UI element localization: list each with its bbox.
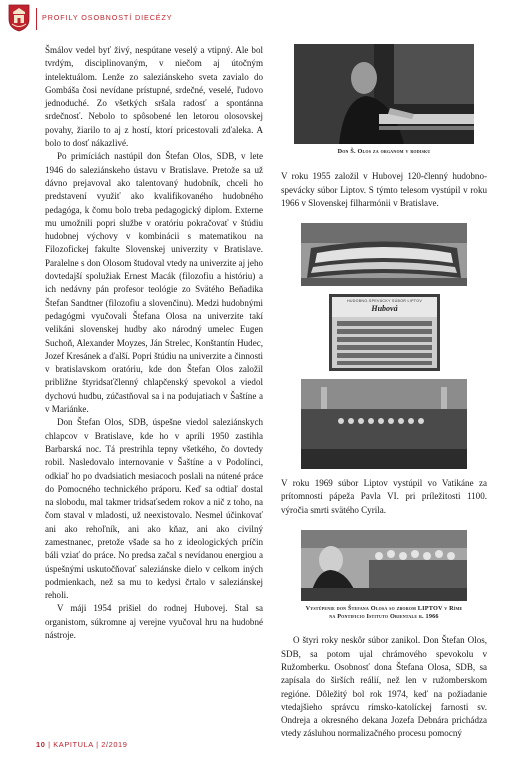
page-header xyxy=(0,0,531,40)
poster-banner-text: HUDOBNO-SPEVÁCKY SÚBOR LIPTOV xyxy=(346,299,423,304)
choir-group-photo xyxy=(301,223,467,286)
organ-photo-image xyxy=(294,44,474,144)
rome-performance-photo-image xyxy=(301,530,467,601)
paragraph: O štyri roky neskôr súbor zanikol. Don Štefan Olos, SDB, sa potom ujal chrámového spevokolu v Ružomberku. Osobnosť dona Štefana Olosa, SDB, sa zapísala do širších reálií, než len v ružomberskom regióne. Dôležitý bol rok 1974, keď na požiadanie vtedajšieho správcu rímsko-katolíckej farnosti sv. Ondreja a okresného dekana Jozefa Debnára prichádza vtedy zásluhou normalizačného procesu pomocný xyxy=(281,635,487,739)
paragraph: Šmálov vedel byť živý, nespútane veselý a vtipný. Ale bol tvrdým, disciplinovaným, v niečom aj útočným intelektuálom. Lenže zo saleziánskeho sveta zavialo do Gombáša čosi nevídane prístupné, srdečné, veselé, ľudovo jednoduché. Zo všetkých sršala radosť a spontánna srdečnosť. Nebolo to spôsobené len letorou olosovskej povahy, žiarilo to aj z hostí, ktorí pricestovali zďaleka. A bolo to dosť nákazlivé. xyxy=(45,45,263,149)
section-title: PROFILY OSOBNOSTÍ DIECÉZY xyxy=(42,13,173,22)
paragraph: Don Štefan Olos, SDB, úspešne viedol saleziánskych chlapcov v Bratislave, kde ho v apríli 1950 zastihla Barbarská noc. Tá prestrihla tepny všetkého, čo dovtedy robil. Nasledovalo internovanie v Šaštíne a v Podolínci, odkiaľ ho po dvadsiatich mesiacoch poslali na nútené práce do Pomocného technického práporu. Keď sa odtiaľ dostal na slobodu, mal takmer tridsaťsedem rokov a nič z toho, na čom staval v mladosti, už neexistovalo. Nesmel účinkovať ani ako rehoľník, ani ako kňaz, ani ako civilný zamestnanec, pretože všade sa ho z ideologických príčin báli vziať do práce. No predsa začal s nevídanou energiou a úspešnými uskutočňovať saleziánske dielo v celkom iných podmienkach, než sa mu to kedysi črtalo v saleziánskej reholi. xyxy=(45,417,263,601)
rome-performance-photo xyxy=(301,530,467,601)
footer-separator: | xyxy=(48,740,51,749)
liptov-poster-photo xyxy=(329,294,440,371)
issue-number: 2/2019 xyxy=(101,740,128,749)
page-footer xyxy=(36,740,127,749)
poster-banner-subtext: Hubová xyxy=(371,304,398,314)
header-divider xyxy=(36,8,37,30)
choir-group-photo-image xyxy=(301,223,467,286)
photo-caption: na Pontificio Istituto Orientale r. 1966 xyxy=(329,613,439,621)
paragraph: V roku 1969 súbor Liptov vystúpil vo Vatikáne za prítomnosti pápeža Pavla VI. pri príležitosti 1100. výročia smrti svätého Cyrila. xyxy=(281,478,487,515)
photo-caption: Don Š. Olos za organom v rodisku xyxy=(337,148,431,155)
diocese-crest-icon xyxy=(8,4,30,32)
organ-photo xyxy=(294,44,474,144)
paragraph: V roku 1955 založil v Hubovej 120-členný hudobno-spevácky súbor Liptov. S týmto telesom vystúpil v roku 1966 v Slovenskej filharmónii v Bratislave. xyxy=(281,171,487,208)
concert-hall-photo xyxy=(301,379,467,469)
left-text-column xyxy=(45,44,263,642)
page-number: 10 xyxy=(36,740,46,749)
photo-caption: Vystúpenie don Štefana Olosa so zborom LIPTOV v Ríme xyxy=(305,604,463,612)
magazine-name: KAPITULA xyxy=(53,740,94,749)
right-column xyxy=(281,44,487,741)
paragraph: Po primíciách nastúpil don Štefan Olos, SDB, v lete 1946 do saleziánskeho ústavu v Bratislave. Pretože sa už dávno prejavoval ako talentovaný hudobník, chceli ho predstavení využiť ako kvalifikovaného hudobného pedagóga, k čomu bolo treba pedagogický diplom. Externe mu umožnili popri službe v oratóriu pokračovať v štúdiu hudobnej výchovy v kombinácii s matematikou na Filozofickej fakulte Slovenskej univerzity v Bratislave. Paralelne s don Olosom študoval vtedy na univerzite aj jeho dovtedajší spolužiak Ernest Macák (filozofiu a históriu) a ich nedávny pán profesor teológie zo Svätého Beňadika Štefan Sandtner (filozofiu a slovenčinu). Medzi hudobnými pedagógmi vyučovali Štefana Olosa na univerzite takí velikáni slovenskej hudby ako národný umelec Eugen Suchoň, Alexander Moyzes, Ján Strelec, Konštantín Hudec, Jozef Kresánek a ďalší. Popri štúdiu na univerzite a činnosti v bratislavskom oratóriu, kde don Štefan Olos založil približne štyridsaťčlenný chlapčenský spevokol a viedol dychovú hudbu, zúčastňoval sa i na podujatiach v Šaštíne a v Mariánke. xyxy=(45,151,263,415)
concert-hall-photo-image xyxy=(301,379,467,469)
footer-separator: | xyxy=(96,740,99,749)
paragraph: V máji 1954 prišiel do rodnej Hubovej. Stal sa organistom, súkromne aj verejne vyučoval hru na hudobné nástroje. xyxy=(45,603,263,641)
